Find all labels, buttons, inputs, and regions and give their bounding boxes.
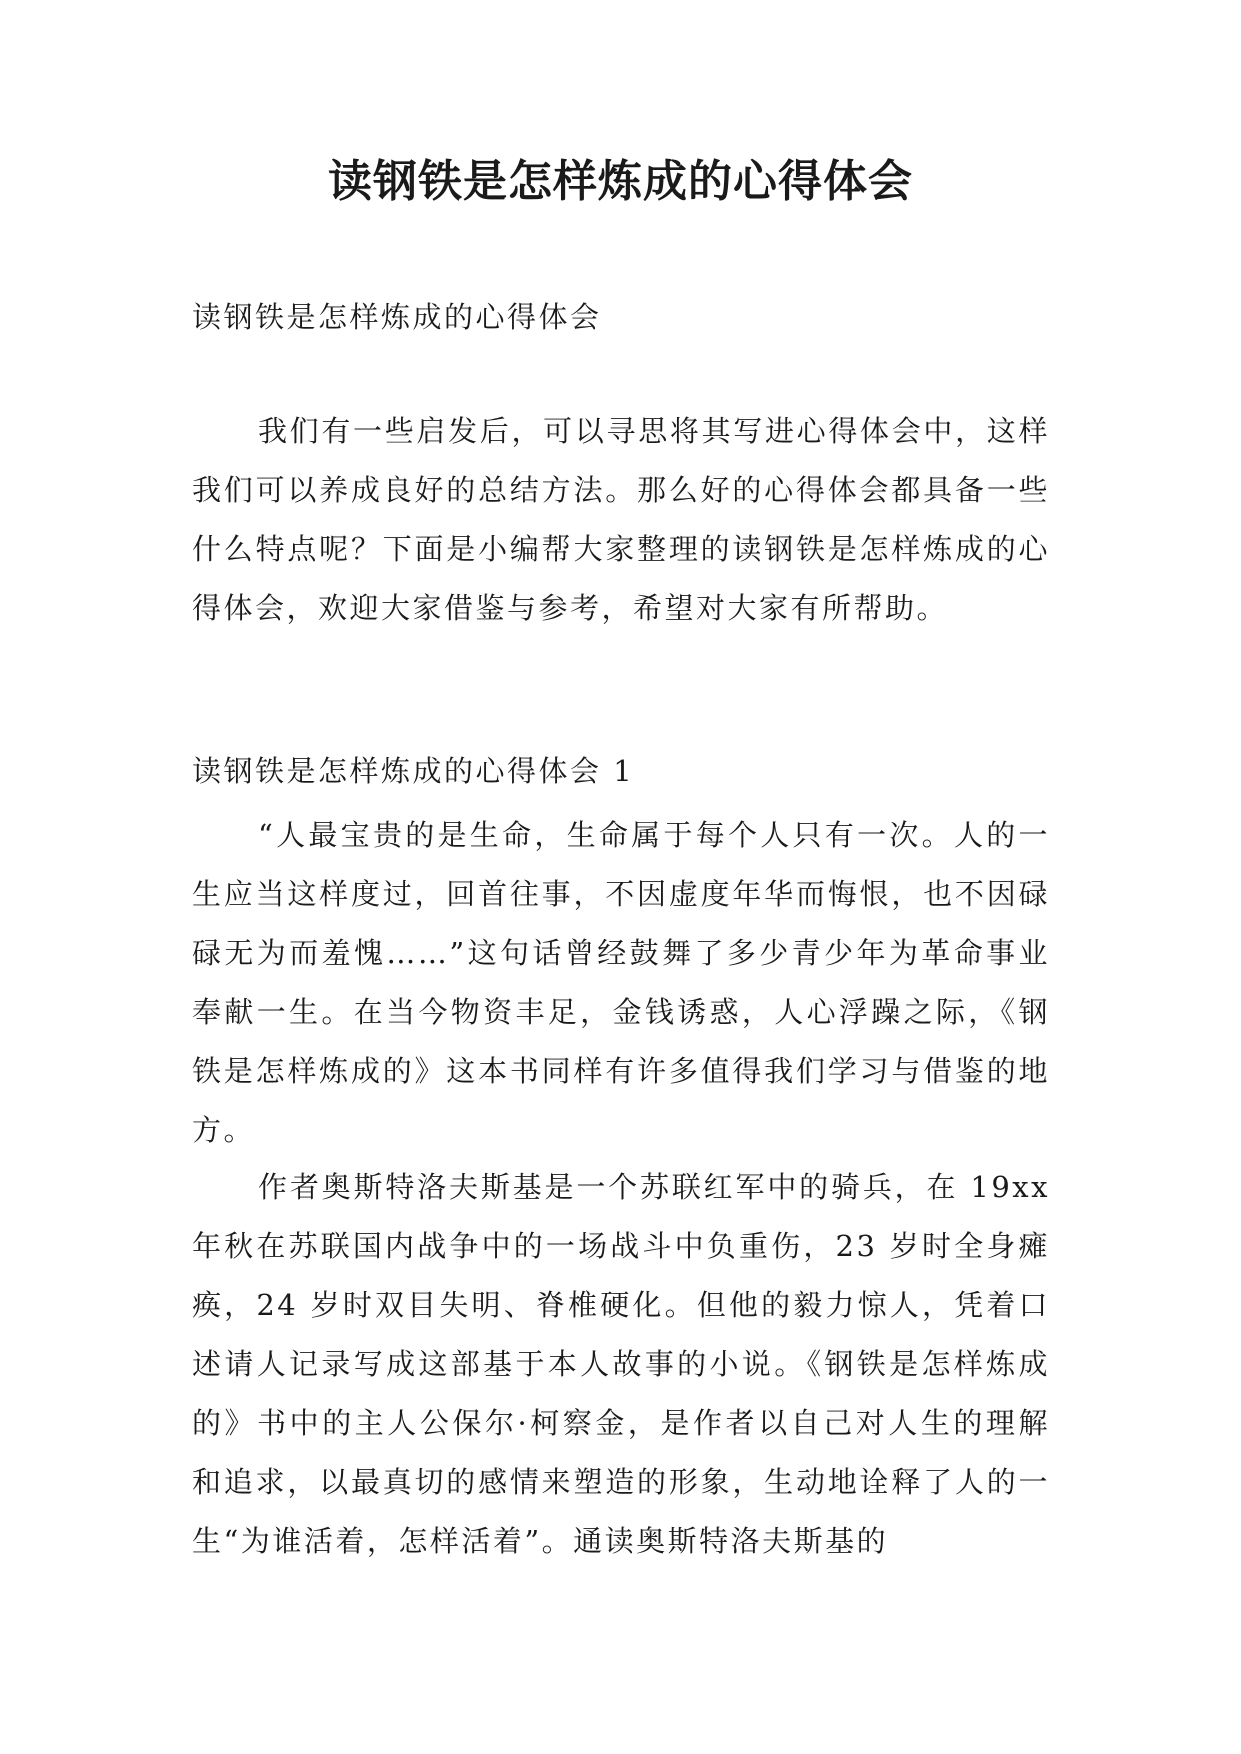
body-paragraph-2: 作者奥斯特洛夫斯基是一个苏联红军中的骑兵，在 19xx 年秋在苏联国内战争中的一场战斗中负重伤，23 岁时全身瘫痪，24 岁时双目失明、脊椎硬化。但他的毅力惊人，凭着口述请人记录写成这部基于本人故事的小说。《钢铁是怎样炼成的》书中的主人公保尔·柯察金，是作者以自己对人生的理解和追求，以最真切的感情来塑造的形象，生动地诠释了人的一生“为谁活着，怎样活着”。通读奥斯特洛夫斯基的 <box>192 1170 1050 1558</box>
body-paragraph-1: “人最宝贵的是生命，生命属于每个人只有一次。人的一生应当这样度过，回首往事，不因虚度年华而悔恨，也不因碌碌无为而羞愧……”这句话曾经鼓舞了多少青少年为革命事业奉献一生。在当今物资丰足，金钱诱惑，人心浮躁之际，《钢铁是怎样炼成的》这本书同样有许多值得我们学习与借鉴的地方。 <box>192 818 1050 1147</box>
intro-paragraph: 我们有一些启发后，可以寻思将其写进心得体会中，这样我们可以养成良好的总结方法。那么好的心得体会都具备一些什么特点呢？下面是小编帮大家整理的读钢铁是怎样炼成的心得体会，欢迎大家借鉴与参考，希望对大家有所帮助。 <box>192 414 1050 625</box>
document-title: 读钢铁是怎样炼成的心得体会 <box>328 156 913 207</box>
document-subtitle: 读钢铁是怎样炼成的心得体会 <box>192 300 602 334</box>
section-heading: 读钢铁是怎样炼成的心得体会 1 <box>192 754 635 788</box>
